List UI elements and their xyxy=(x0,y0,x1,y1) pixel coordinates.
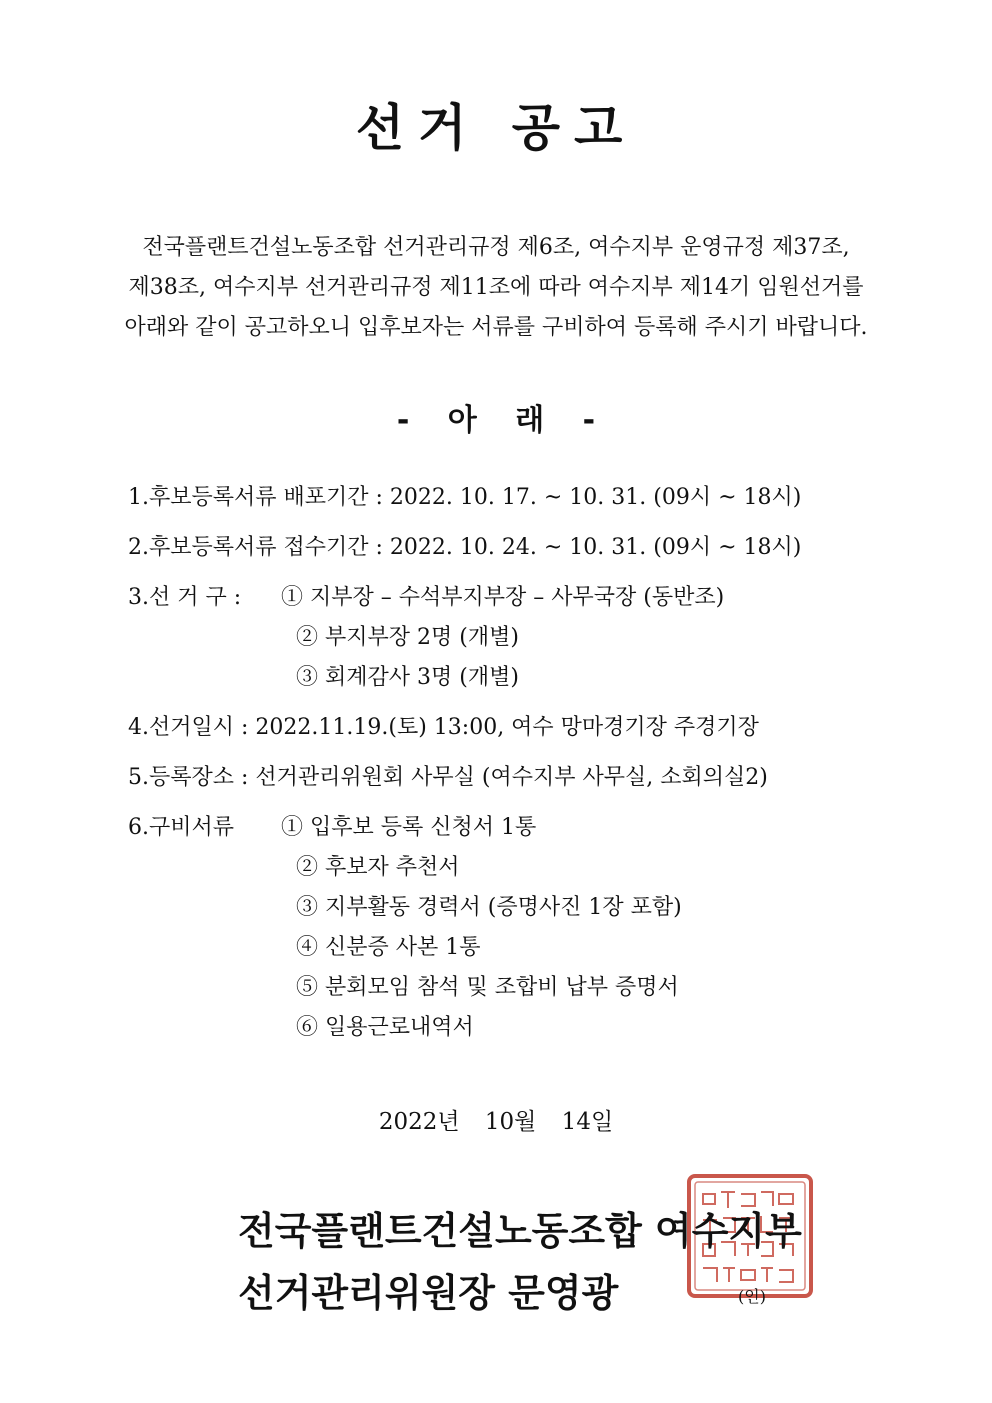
list-item xyxy=(128,478,928,518)
sub-item: ⑤ 분회모임 참석 및 조합비 납부 증명서 xyxy=(296,975,679,1000)
intro-line: 아래와 같이 공고하오니 입후보자는 서류를 구비하여 등록해 주시기 바랍니다. xyxy=(124,315,868,340)
below-heading: - 아 래 - xyxy=(396,403,596,438)
sub-item: ② 부지부장 2명 (개별) xyxy=(296,625,519,650)
item-label: 선 거 구 : xyxy=(149,585,242,610)
sub-item: ③ 회계감사 3명 (개별) xyxy=(296,665,519,690)
item-label: 후보등록서류 배포기간 : xyxy=(149,485,383,510)
list-item xyxy=(128,708,928,748)
item-number: 3. xyxy=(128,585,149,610)
item-number: 4. xyxy=(128,715,149,740)
item-number: 1. xyxy=(128,485,149,510)
item-label: 구비서류 xyxy=(149,815,235,840)
notice-date: 2022년 10월 14일 xyxy=(378,1109,614,1135)
committee-chair-name: 선거관리위원장 문영광 xyxy=(238,1271,619,1315)
item-label: 선거일시 : xyxy=(149,715,249,740)
intro-line: 전국플랜트건설노동조합 선거관리규정 제6조, 여수지부 운영규정 제37조, xyxy=(142,235,850,260)
sub-item: ⑥ 일용근로내역서 xyxy=(296,1015,474,1040)
sub-item: ① 입후보 등록 신청서 1통 xyxy=(281,815,537,840)
item-text: 2022. 10. 24. ~ 10. 31. (09시 ~ 18시) xyxy=(389,535,802,560)
list-item xyxy=(128,808,928,1048)
sub-item: ② 후보자 추천서 xyxy=(296,855,460,880)
item-number: 2. xyxy=(128,535,149,560)
list-item xyxy=(128,578,928,698)
sub-item: ① 지부장 – 수석부지부장 – 사무국장 (동반조) xyxy=(281,585,725,610)
item-number: 6. xyxy=(128,815,149,840)
intro-paragraph xyxy=(60,228,932,348)
sub-item: ④ 신분증 사본 1통 xyxy=(296,935,481,960)
document-title: 선거 공고 xyxy=(355,99,637,157)
item-label: 등록장소 : xyxy=(149,765,249,790)
list-item xyxy=(128,528,928,568)
organization-name: 전국플랜트건설노동조합 여수지부 xyxy=(238,1209,802,1253)
sub-item: ③ 지부활동 경력서 (증명사진 1장 포함) xyxy=(296,895,682,920)
item-number: 5. xyxy=(128,765,149,790)
intro-line: 제38조, 여수지부 선거관리규정 제11조에 따라 여수지부 제14기 임원선거를 xyxy=(128,275,864,300)
item-text: 2022. 10. 17. ~ 10. 31. (09시 ~ 18시) xyxy=(389,485,802,510)
list-item xyxy=(128,758,928,798)
notice-items xyxy=(128,478,928,1048)
item-text: 2022.11.19.(토) 13:00, 여수 망마경기장 주경기장 xyxy=(255,715,759,740)
item-label: 후보등록서류 접수기간 : xyxy=(149,535,383,560)
seal-mark: (인) xyxy=(738,1287,766,1306)
item-text: 선거관리위원회 사무실 (여수지부 사무실, 소회의실2) xyxy=(255,765,768,790)
